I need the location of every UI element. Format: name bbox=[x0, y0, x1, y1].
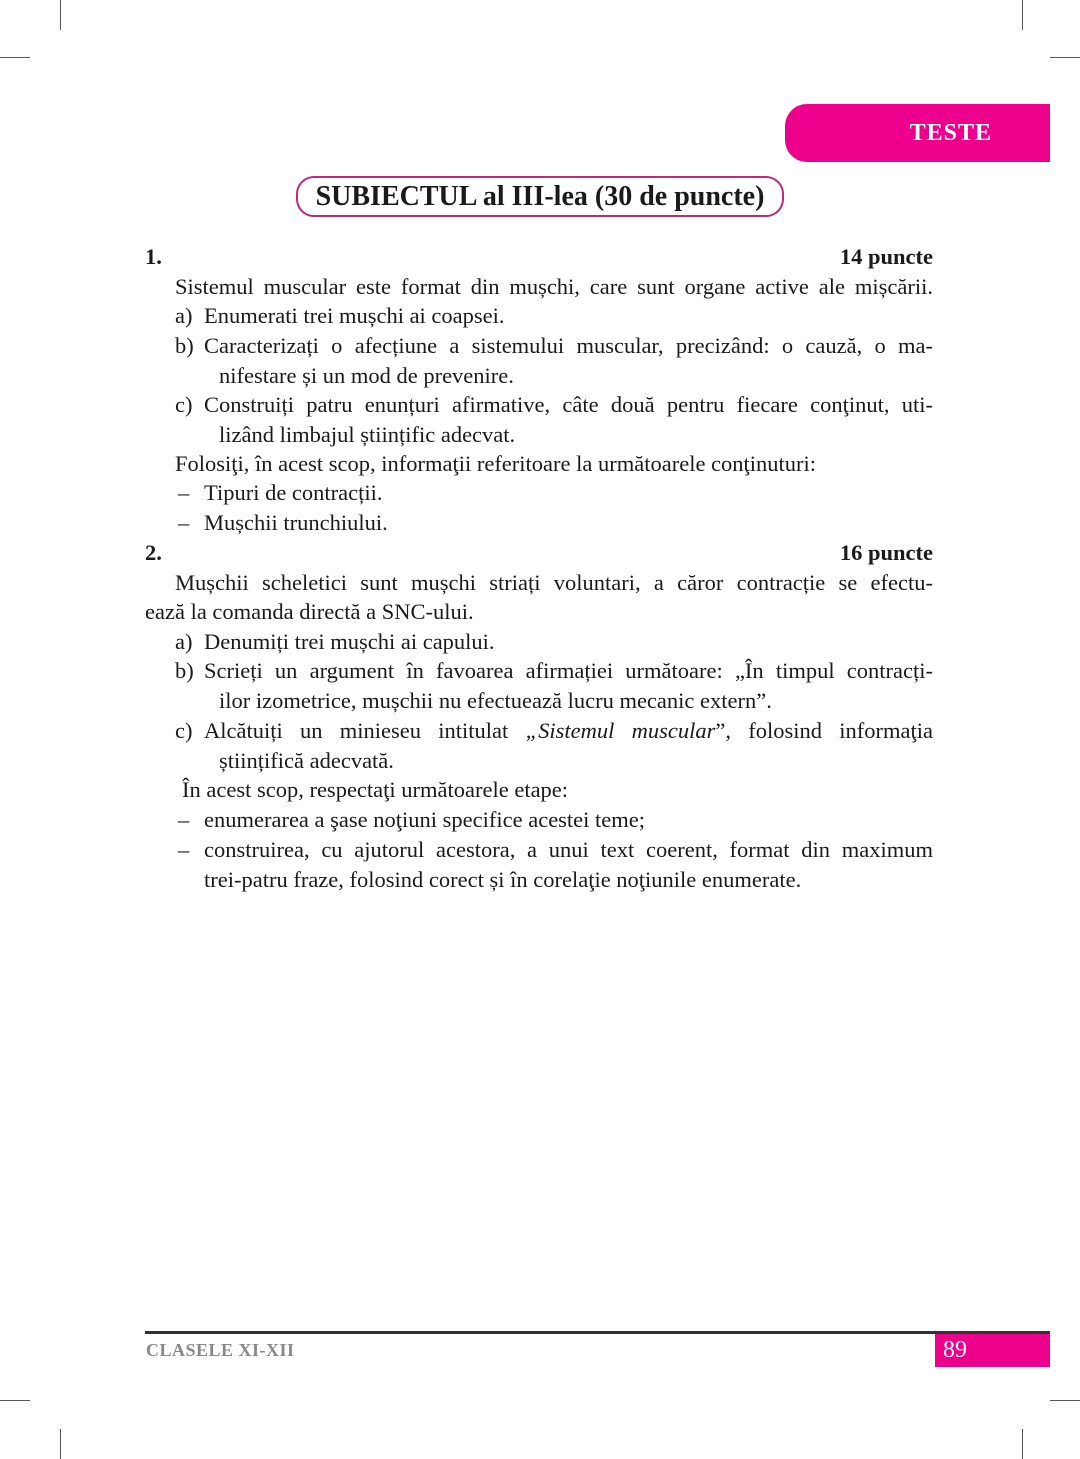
q2-b-label: b) bbox=[175, 658, 194, 683]
crop-mark bbox=[0, 1400, 30, 1401]
dash: – bbox=[178, 837, 190, 862]
q2-instruction: În acest scop, respectaţi următoarele etape: bbox=[182, 777, 569, 802]
q1-a-text: Enumerati trei mușchi ai coapsei. bbox=[204, 303, 505, 328]
q1-b-text-cont: nifestare și un mod de prevenire. bbox=[219, 363, 514, 388]
q1-item: Tipuri de contracții. bbox=[204, 480, 383, 505]
q1-number: 1. bbox=[145, 244, 162, 269]
q2-points: 16 puncte bbox=[839, 540, 933, 565]
q1-b-label: b) bbox=[175, 333, 194, 358]
q2-a-text: Denumiți trei mușchi ai capului. bbox=[204, 629, 495, 654]
q2-intro-cont: ează la comanda directă a SNC-ului. bbox=[145, 599, 474, 624]
q2-c-text-post: ”, folosind informaţia bbox=[715, 718, 933, 743]
q2-a-label: a) bbox=[175, 629, 193, 654]
q2-item-cont: trei-patru fraze, folosind corect și în corelaţie noţiunile enumerate. bbox=[204, 867, 802, 892]
section-tab: TESTE bbox=[785, 104, 1050, 162]
crop-mark bbox=[60, 0, 61, 30]
crop-mark bbox=[1022, 0, 1023, 30]
footer-divider bbox=[145, 1331, 1050, 1334]
q1-c-text: Construiți patru enunțuri afirmative, câte două pentru fiecare conţinut, uti- bbox=[204, 392, 933, 417]
dash: – bbox=[178, 480, 190, 505]
dash: – bbox=[178, 510, 190, 535]
q2-item: construirea, cu ajutorul acestora, a unui text coerent, format din maximum bbox=[204, 837, 933, 862]
q2-number: 2. bbox=[145, 540, 162, 565]
crop-mark bbox=[1050, 57, 1080, 58]
crop-mark bbox=[0, 57, 30, 58]
q2-c-label: c) bbox=[175, 718, 193, 743]
page-number: 89 bbox=[935, 1334, 1050, 1367]
crop-mark bbox=[1022, 1429, 1023, 1459]
q2-intro: Mușchii scheletici sunt mușchi striați voluntari, a căror contracție se efectu- bbox=[175, 570, 933, 595]
q1-item: Mușchii trunchiului. bbox=[204, 510, 388, 535]
q1-a-label: a) bbox=[175, 303, 193, 328]
page-title: SUBIECTUL al III-lea (30 de puncte) bbox=[296, 176, 784, 217]
q2-item: enumerarea a şase noţiuni specifice acestei teme; bbox=[204, 807, 646, 832]
crop-mark bbox=[60, 1429, 61, 1459]
q1-intro: Sistemul muscular este format din mușchi, care sunt organe active ale mișcării. bbox=[175, 274, 933, 299]
footer-label: CLASELE XI-XII bbox=[146, 1340, 295, 1360]
q1-points: 14 puncte bbox=[839, 244, 933, 269]
q2-c-text bbox=[204, 716, 933, 746]
q1-b-text: Caracterizați o afecțiune a sistemului muscular, precizând: o cauză, o ma- bbox=[204, 333, 933, 358]
q2-c-essay-title: „Sistemul muscular bbox=[525, 718, 716, 743]
q2-b-text-cont: ilor izometrice, mușchii nu efectuează lucru mecanic extern”. bbox=[219, 688, 772, 713]
dash: – bbox=[178, 807, 190, 832]
q1-instruction: Folosiţi, în acest scop, informaţii referitoare la următoarele conţinuturi: bbox=[175, 451, 817, 476]
q2-b-text: Scrieți un argument în favoarea afirmației următoare: „În timpul contracți- bbox=[204, 658, 933, 683]
crop-mark bbox=[1050, 1400, 1080, 1401]
q2-c-text-cont: științifică adecvată. bbox=[219, 748, 394, 773]
q2-c-text-pre: Alcătuiți un minieseu intitulat bbox=[204, 718, 526, 743]
q1-c-text-cont: lizând limbajul științific adecvat. bbox=[219, 422, 516, 447]
q1-c-label: c) bbox=[175, 392, 193, 417]
